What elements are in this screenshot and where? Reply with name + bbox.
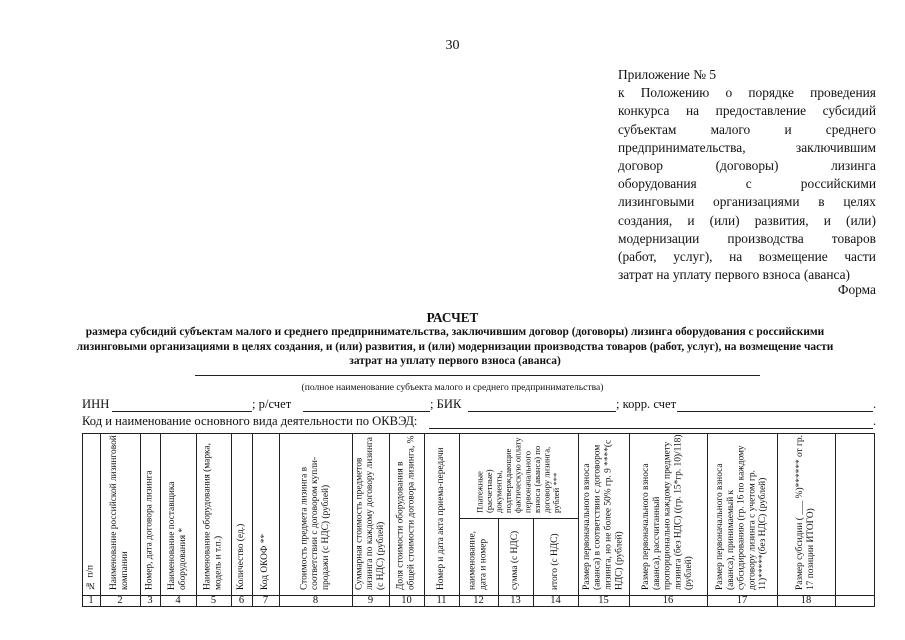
appendix-word: модернизации	[618, 230, 700, 246]
column-header-1: № п/п	[85, 565, 96, 590]
account-label: ; р/счет	[252, 397, 292, 411]
column-number-13: 13	[510, 595, 521, 606]
column-header-9: Суммарная стоимость предметов лизинга по каждому договору лизинга (с НДС) (рублей)	[354, 437, 386, 590]
column-header-4: Наименование поставщика оборудования *	[167, 481, 188, 590]
appendix-word: части	[844, 249, 876, 265]
appendix-block	[618, 66, 876, 284]
column-header-14: итого (с НДС)	[550, 533, 561, 590]
appendix-line	[618, 193, 876, 211]
appendix-word: создания,	[618, 212, 673, 228]
column-number-5: 5	[210, 595, 217, 606]
appendix-word: порядке	[748, 85, 794, 101]
appendix-word: к	[618, 85, 625, 101]
appendix-word: о	[725, 85, 733, 101]
appendix-word: оборудования	[618, 176, 697, 192]
column-number-4: 4	[175, 595, 181, 606]
appendix-word: затрат на уплату первого взноса (аванса)	[618, 267, 851, 283]
column-header-17: Размер первоначального взноса (аванса), принимаемый к субсидированию (гр. 16 по каждому договору лизинга с учетом гр. 11)*****(без НДС) (рублей)	[715, 445, 769, 590]
appendix-word: услуг),	[673, 249, 713, 265]
okved-label: Код и наименование основного вида деятельности по ОКВЭД:	[82, 414, 418, 428]
appendix-word: развития,	[754, 212, 809, 228]
column-header-11: Номер и дата акта приема-передачи	[436, 447, 447, 590]
page-number: 30	[445, 38, 460, 53]
column-header-7: Код ОКОФ **	[260, 533, 271, 590]
bik-field[interactable]	[468, 411, 616, 412]
appendix-word: Приложение № 5	[618, 67, 717, 82]
column-number-1: 1	[88, 595, 94, 606]
appendix-word: на	[686, 103, 700, 119]
inn-field[interactable]	[112, 411, 252, 412]
column-number-18: 18	[800, 595, 812, 606]
column-header-6: Количество (ед.)	[236, 523, 247, 590]
corr-account-label: ; корр. счет	[616, 397, 677, 411]
appendix-word: с	[745, 176, 752, 192]
column-header-10: Доля стоимости оборудования в общей стоимости договора лизинга, %	[395, 435, 417, 590]
requisites-end-dot: .	[873, 397, 877, 411]
document-subtitle: размера субсидий субъектам малого и среднего предпринимательства, заключившим договор (договоры) лизинга оборудования с российскими лизинговыми организациями в целях создания, и (или) развития, и (или) модернизации производства товаров (работ, услуг), на возмещение части затрат на уплату первого взноса (аванса)	[76, 326, 834, 368]
corr-account-field[interactable]	[677, 411, 873, 412]
appendix-line	[618, 230, 876, 248]
account-field[interactable]	[303, 411, 430, 412]
appendix-word: организациями	[713, 194, 800, 210]
column-number-9: 9	[367, 595, 374, 606]
appendix-word: заключившим	[795, 139, 876, 155]
column-header-5: Наименование оборудования (марка, модель и т.п.)	[202, 443, 224, 590]
appendix-word: российскими	[800, 176, 876, 192]
entity-name-hint: (полное наименование субъекта малого и среднего предпринимательства)	[301, 382, 604, 393]
column-number-14: 14	[550, 595, 561, 606]
appendix-line	[618, 157, 876, 175]
appendix-word: проведения	[810, 85, 876, 101]
appendix-word: среднего	[825, 121, 876, 137]
appendix-word: малого	[710, 121, 751, 137]
column-header-16: Размер первоначального взноса (аванса), рассчитанный пропорционально каждому предмету лизинга (без НДС) ((гр. 15*гр. 10)/118) (рублей)	[641, 434, 695, 590]
requisites-row	[82, 397, 109, 412]
appendix-line	[618, 248, 876, 266]
appendix-word: (или)	[709, 212, 740, 228]
column-number-2: 2	[117, 595, 123, 606]
appendix-word: (работ,	[618, 249, 657, 265]
column-number-7: 7	[262, 595, 269, 606]
payment-documents-group-header: Платежные (расчетные) документы, подтверждающие фактическую оплату первоначального взноса (аванса) по договору лизинга, рублей ***	[474, 437, 562, 513]
appendix-word: предоставление	[715, 103, 807, 119]
appendix-line	[618, 121, 876, 139]
appendix-word: возмещение	[758, 249, 828, 265]
okved-field[interactable]	[429, 428, 873, 429]
appendix-line	[618, 139, 876, 157]
appendix-word: и	[687, 212, 695, 228]
column-number-3: 3	[147, 595, 153, 606]
bik-label: ; БИК	[430, 397, 462, 411]
entity-name-line[interactable]	[195, 375, 760, 376]
column-header-8: Стоимость предмета лизинга в соответствии с договором купли-продажи (с НДС) (рублей)	[299, 456, 331, 590]
column-number-12: 12	[473, 595, 484, 606]
appendix-line	[618, 175, 876, 193]
appendix-word: производства	[727, 230, 804, 246]
appendix-line	[618, 212, 876, 230]
column-number-11: 11	[436, 595, 447, 606]
column-number-10: 10	[401, 595, 412, 606]
appendix-word: лизинговыми	[618, 194, 695, 210]
appendix-word: (договоры)	[715, 158, 779, 174]
appendix-line	[618, 66, 876, 84]
calculation-table	[82, 433, 875, 607]
column-number-8: 8	[312, 595, 319, 606]
appendix-word: в	[818, 194, 825, 210]
column-header-13: сумма (с НДС)	[510, 530, 521, 590]
column-number-17: 17	[736, 595, 748, 606]
appendix-word: договор	[618, 158, 663, 174]
appendix-line	[618, 84, 876, 102]
appendix-word: и	[823, 212, 831, 228]
appendix-word: субъектам	[618, 121, 677, 137]
column-number-6: 6	[238, 595, 245, 606]
document-title: РАСЧЕТ	[426, 310, 479, 325]
column-number-15: 15	[598, 595, 609, 606]
appendix-word: Положению	[640, 85, 710, 101]
appendix-word: лизинга	[831, 158, 876, 174]
appendix-word: (или)	[846, 212, 876, 228]
okved-end-dot: .	[873, 414, 877, 428]
column-header-12: наименование, дата и номер	[467, 531, 489, 590]
appendix-word: и	[784, 121, 792, 137]
column-header-3: Номер, дата договора лизинга	[144, 470, 155, 590]
column-header-15: Размер первоначального взноса (аванса) в соответствии с договором лизинга, но не более 50% гр. 9 ****(с НДС) (рублей)	[581, 439, 625, 590]
column-number-16: 16	[662, 595, 674, 606]
column-header-18: Размер субсидии ( ___ %)****** от гр. 17 позиции ИТОГО)	[795, 435, 816, 590]
appendix-word: предпринимательства,	[618, 139, 746, 155]
appendix-word: конкурса	[618, 103, 670, 119]
appendix-word: на	[729, 249, 743, 265]
appendix-word: целях	[843, 194, 876, 210]
appendix-word: субсидий	[822, 103, 876, 119]
appendix-word: товаров	[831, 230, 876, 246]
form-label: Форма	[837, 282, 876, 297]
column-header-2: Наименование российской лизинговой компании	[109, 435, 130, 590]
appendix-line	[618, 102, 876, 120]
inn-label: ИНН	[82, 397, 110, 411]
